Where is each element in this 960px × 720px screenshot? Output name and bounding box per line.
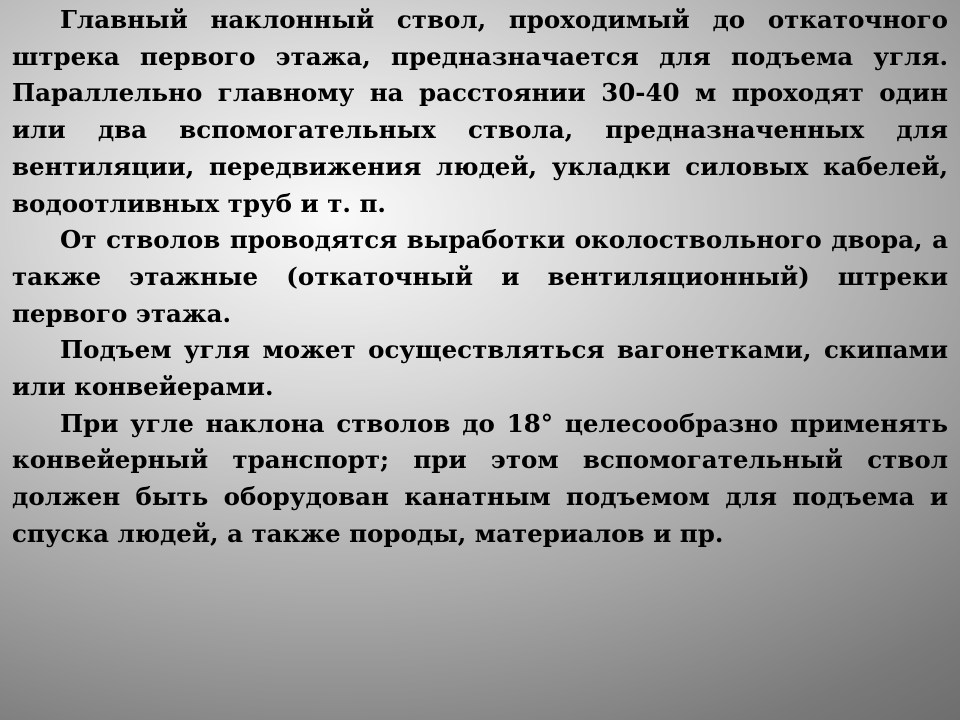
paragraph-conveyor-transport: При угле наклона стволов до 18° целесообразно применять конвейерный транспорт; при этом вспомогательный ствол должен быть оборудован канатным подъемом для подъема и спуска людей, а также породы, материалов и пр. — [12, 408, 948, 548]
paragraph-coal-lifting: Подъем угля может осуществляться вагонетками, скипами или конвейерами. — [12, 335, 948, 402]
slide-text-body — [12, 2, 948, 553]
paragraph-shaft-workings: От стволов проводятся выработки околоствольного двора, а также этажные (откаточный и вентиляционный) штреки первого этажа. — [12, 225, 948, 328]
paragraph-main-shaft: Главный наклонный ствол, проходимый до откаточного штрека первого этажа, предназначается для подъема угля. Параллельно главному на расстоянии 30-40 м проходят один или два вспомогательных ствола, предназначенных для вентиляции, передвижения людей, укладки силовых кабелей, водоотливных труб и т. п. — [12, 5, 948, 218]
